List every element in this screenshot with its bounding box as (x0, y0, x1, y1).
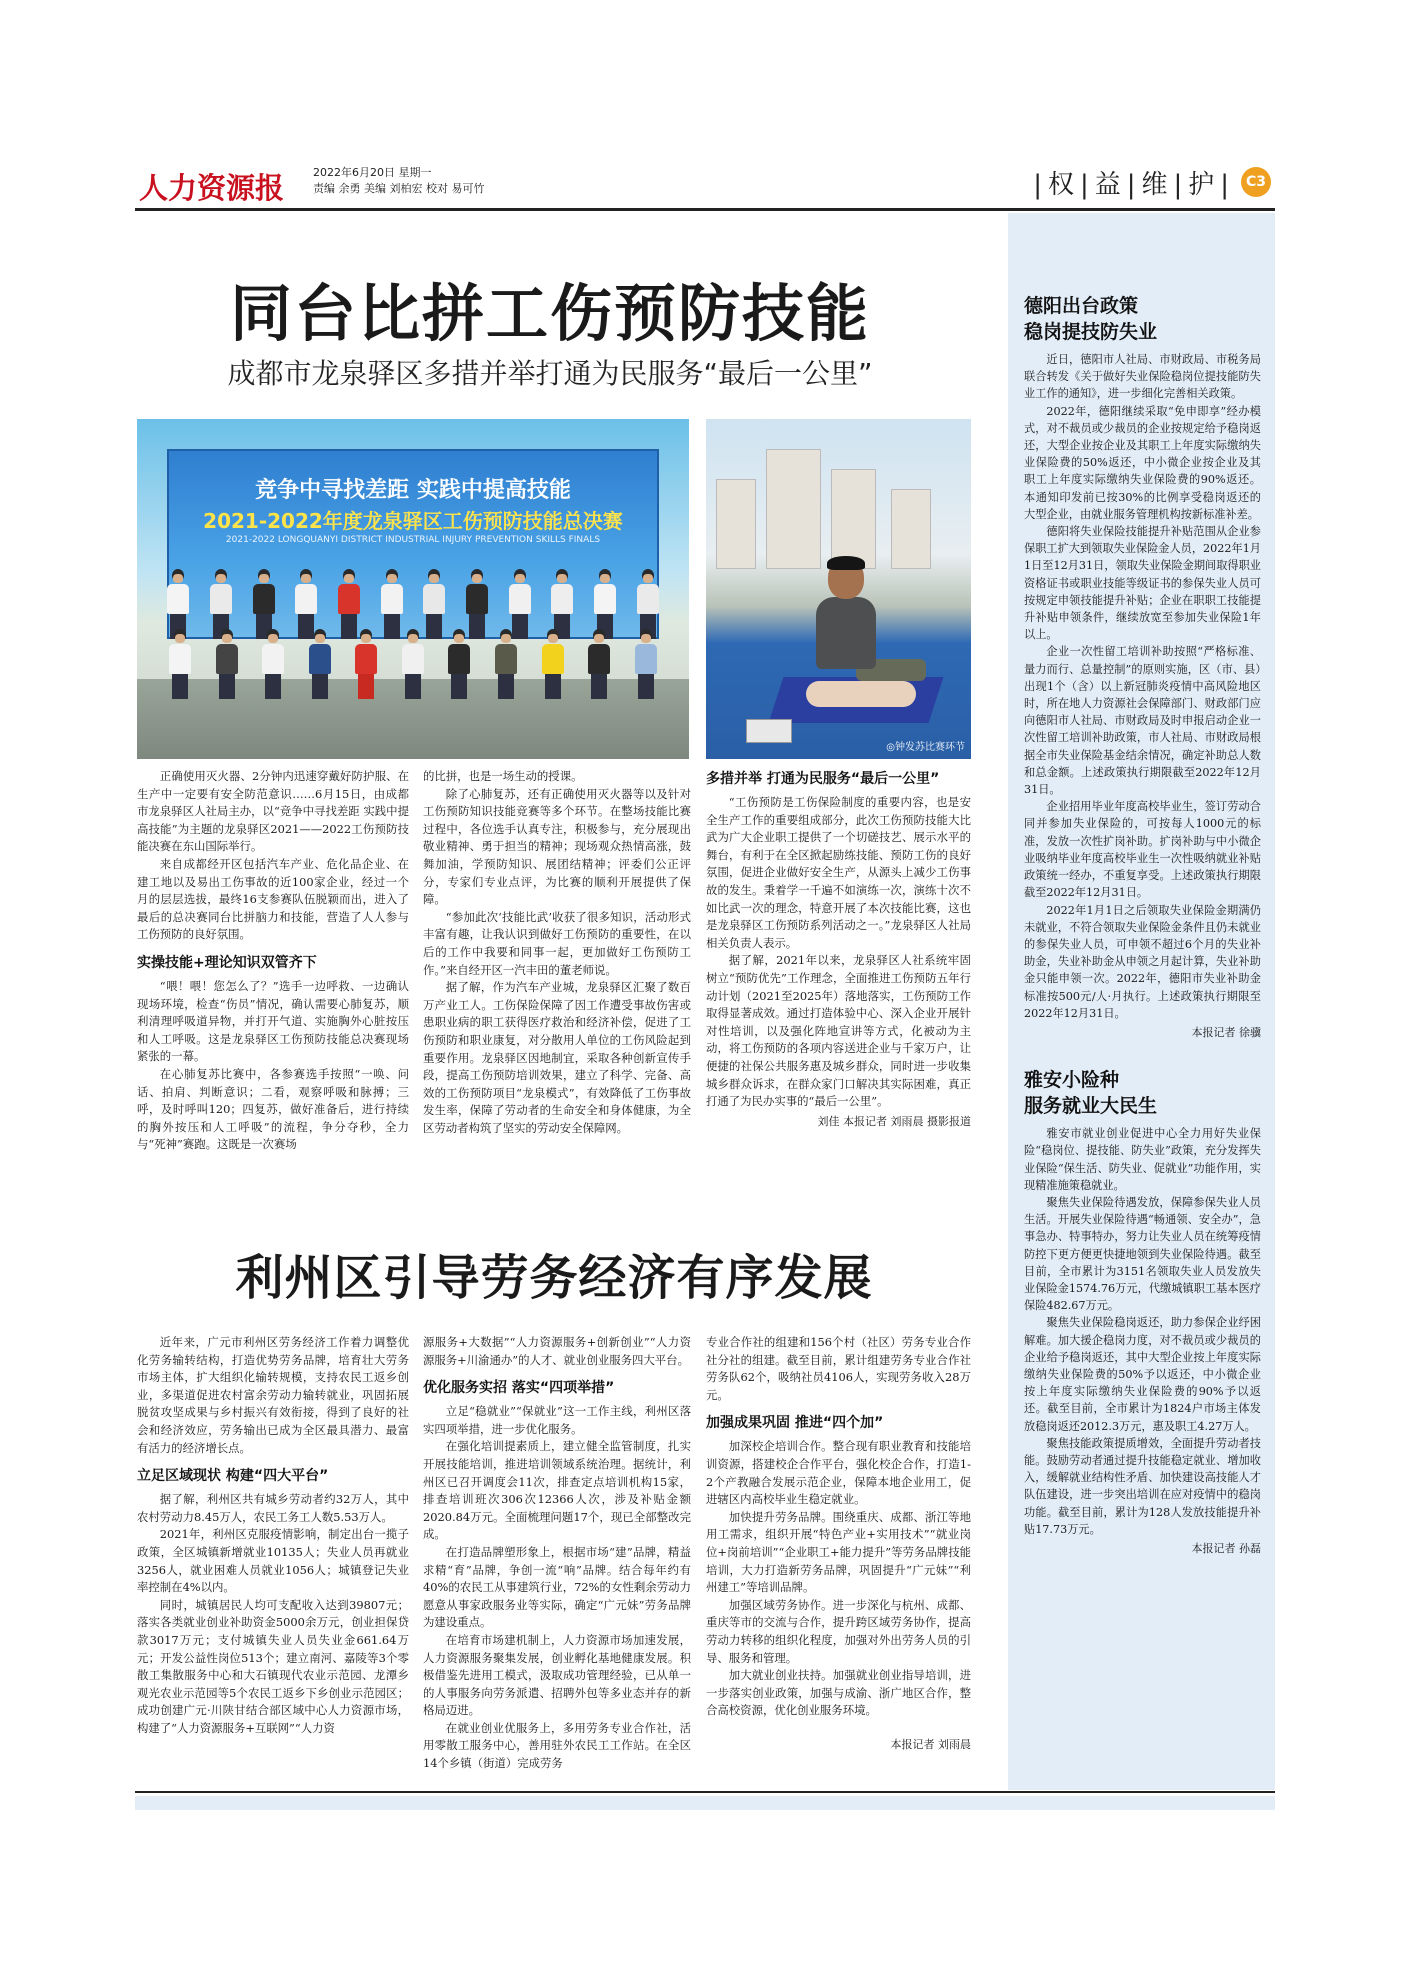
paragraph: 近日，德阳市人社局、市财政局、市税务局联合转发《关于做好失业保险稳岗位提技能防失业工作的通知》，进一步细化完善相关政策。 (1024, 353, 1261, 401)
article1-headline: 同台比拼工伤预防技能 (229, 277, 870, 350)
paragraph: 加大就业创业扶持。加强就业创业指导培训，进一步落实创业政策，加强与成渝、浙广地区合作，整合高校资源，优化创业服务环境。 (706, 1668, 971, 1718)
paragraph: 专业合作社的组建和156个村（社区）劳务专业合作社分社的组建。截至目前，累计组建劳务专业合作社劳务队62个，吸纳社员4106人，实现劳务收入28万元。 (706, 1335, 971, 1402)
paragraph: 加快提升劳务品牌。围绕重庆、成都、浙江等地用工需求，组织开展“特色产业+实用技术”“就业岗位+岗前培训”“企业职工+能力提升”等劳务品牌技能培训，大力打造新劳务品牌，巩固提升“广元妹”“利州建工”等培训品牌。 (706, 1509, 971, 1595)
subhead-four-adds: 加强成果巩固 推进“四个加” (706, 1415, 884, 1432)
paragraph: “喂！喂！您怎么了？”选手一边呼救、一边确认现场环境，检查“伤员”情况，确认需要心肺复苏，顺利清理呼吸道异物，并打开气道、实施胸外心脏按压和人工呼吸。这是龙泉驿区工伤预防技能总决赛现场紧张的一幕。 (137, 978, 409, 1064)
paragraph: 据了解，作为汽车产业城，龙泉驿区汇聚了数百万产业工人。工伤保险保障了因工作遭受事故伤害或患职业病的职工获得医疗救治和经济补偿，促进了工伤预防和职业康复，对分散用人单位的工伤风险起到重要作用。龙泉驿区因地制宜，采取各种创新宣传手段，提高工伤预防培训效果，建立了科学、完备、高效的工伤预防项目“龙泉模式”，有效降低了工伤事故发生率，保障了劳动者的生命安全和身体健康，为全区劳动者构筑了坚实的劳动安全保障网。 (423, 980, 691, 1135)
sidebar-story1-byline: 本报记者 徐骥 (1191, 1025, 1261, 1039)
contestant-hair (827, 556, 865, 570)
paragraph: 据了解，2021年以来，龙泉驿区人社系统牢固树立“预防优先”工作理念，全面推进工伤预防五年行动计划（2021至2025年）落地落实，工伤预防工作取得显著成效。通过打造体验中心、深入企业开展针对性培训，以及强化阵地宣讲等方式，化被动为主动，将工伤预防的各项内容送进企业与千家万户，让便捷的社保公共服务惠及城乡群众，同时进一步收集城乡群众诉求，在群众家门口解决其实际困难，真正打通了为民办实事的“最后一公里”。 (706, 953, 971, 1109)
staff-credits: 责编 余勇 美编 刘柏宏 校对 易可竹 (313, 182, 485, 195)
paragraph: 来自成都经开区包括汽车产业、危化品企业、在建工地以及易出工伤事故的近100家企业，经过一个月的层层选拔，最终16支参赛队伍脱颖而出，进入了最后的总决赛同台比拼脑力和技能，营造了人人参与工伤预防的良好氛围。 (137, 856, 409, 942)
paragraph: 聚焦失业保险待遇发放，保障参保失业人员生活。开展失业保险待遇“畅通领、安全办”，急事急办、特事特办，努力让失业人员在统筹疫情防控下更方便更快捷地领到失业保险待遇。截至目前，全市累计为3151名领取失业人员发放失业保险金1574.76万元，代缴城镇职工基本医疗保险482.67万元。 (1024, 1195, 1261, 1313)
paragraph: 立足“稳就业”“保就业”这一工作主线，利州区落实四项举措，进一步优化服务。 (423, 1404, 691, 1436)
article1-subheadline: 成都市龙泉驿区多措并举打通为民服务“最后一公里” (227, 357, 873, 390)
news-sidebar (1008, 213, 1275, 1790)
people-front-row (157, 629, 669, 699)
building (831, 469, 876, 569)
issue-date: 2022年6月20日 星期一 (313, 166, 432, 179)
paragraph: 加强区域劳务协作。进一步深化与杭州、成都、重庆等市的交流与合作，提升跨区域劳务协作，提高劳动力转移的组织化程度，加强对外出劳务人员的引导、服务和管理。 (706, 1597, 971, 1665)
paragraph: 企业一次性留工培训补助按照“严格标准、量力而行、总量控制”的原则实施，区（市、县）出现1个（含）以上新冠肺炎疫情中高风险地区时，所在地人力资源社会保障部门、财政部门应向德阳市人社局、市财政局及时申报启动企业一次性留工培训补助政策，市人社局、市财政局根据全市失业保险基金结余情况，确定补助总人数和总金额。上述政策执行期限截至2022年12月31日。 (1024, 645, 1261, 797)
paragraph: 除了心肺复苏，还有正确使用灭火器等以及针对工伤预防知识技能竞赛等多个环节。在整场技能比赛过程中，各位选手认真专注，积极参与，充分展现出敬业精神、勇于担当的精神；现场观众热情高涨，鼓舞加油，学预防知识、展团结精神；评委们公正评分，专家们专业点评，为比赛的顺利开展提供了保障。 (423, 786, 691, 907)
article1-byline: 刘佳 本报记者 刘雨晨 摄影报道 (817, 1114, 971, 1128)
paragraph: 正确使用灭火器、2分钟内迅速穿戴好防护服、在生产中一定要有安全防范意识……6月15日，由成都市龙泉驿区人社局主办，以“竞争中寻找差距 实践中提高技能”为主题的龙泉驿区2021——2022工伤预防技能决赛在东山国际举行。 (137, 769, 409, 854)
paragraph: “工伤预防是工伤保险制度的重要内容，也是安全生产工作的重要组成部分，此次工伤预防技能大比武为广大企业职工提供了一个切磋技艺、展示水平的舞台，有利于在全区掀起励练技能、预防工伤的良好氛围，促进企业做好安全生产，从源头上减少工伤事故的发生。秉着学一千遍不如演练一次，演练十次不如比武一次的理念，特意开展了本次技能比赛，这也是龙泉驿区工伤预防系列活动之一。”龙泉驿区人社局相关负责人表示。 (706, 795, 971, 950)
subhead-four-measures: 优化服务实招 落实“四项举措” (423, 1380, 615, 1397)
paragraph: 德阳将失业保险技能提升补贴范围从企业参保职工扩大到领取失业保险金人员，2022年1月1日至12月31日，领取失业保险金期间取得职业资格证书或职业技能等级证书的参保失业人员可按规定申领技能提升补贴；企业在职职工技能提升补贴申领条件，继续放宽至参加失业保险1年以上。 (1024, 525, 1261, 642)
building (891, 489, 931, 569)
sidebar-story2-title-line1: 雅安小险种 (1024, 1069, 1120, 1092)
article2-column-3 (706, 1334, 971, 1753)
page-number-badge: C3 (1241, 167, 1271, 197)
article2-byline: 本报记者 刘雨晨 (890, 1737, 971, 1751)
subhead-four-platforms: 立足区域现状 构建“四大平台” (137, 1468, 329, 1485)
top-rule (135, 208, 1275, 211)
paragraph: 2022年，德阳继续采取“免申即享”经办模式，对不裁员或少裁员的企业按规定给予稳岗返还，大型企业按企业及其职工上年度实际缴纳失业保险费的50%返还，中小微企业按企业及其职工上年度实际缴纳失业保险费的90%返还。本通知印发前已按30%的比例享受稳岗返还的大型企业，由就业服务管理机构按新标准补差。 (1024, 404, 1261, 521)
paragraph: 加深校企培训合作。整合现有职业教育和技能培训资源，搭建校企合作平台，强化校企合作，打造1-2个产教融合发展示范企业，保障本地企业用工，促进辖区内高校毕业生稳定就业。 (706, 1439, 971, 1507)
sidebar-story2-body (1024, 1125, 1261, 1557)
paragraph: 在打造品牌塑形象上，根据市场“建”品牌，精益求精“育”品牌，争创一流“响”品牌。结合每年约有40%的农民工从事建筑行业，72%的女性剩余劳动力愿意从事家政服务业等实际，确定“广元妹”劳务品牌为建设重点。 (423, 1544, 691, 1630)
photo-watermark: ◎钟发苏比赛环节 (886, 742, 965, 753)
paragraph: 聚焦失业保险稳岗返还，助力参保企业纾困解难。加大援企稳岗力度，对不裁员或少裁员的企业给予稳岗返还，其中大型企业按上年度实际缴纳失业保险费的50%予以返还，中小微企业按上年度实际缴纳失业保险费的90%予以返还。截至目前，全市累计为1824户市场主体发放稳岗返还2012.3万元，惠及职工4.27万人。 (1024, 1316, 1261, 1433)
article2-column-2 (423, 1334, 691, 1773)
paragraph: “参加此次‘技能比武’收获了很多知识，活动形式丰富有趣，让我认识到做好工伤预防的重要性，在以后的工作中我要和同事一起，更加做好工伤预防工作。”来自经开区一汽丰田的董老师说。 (423, 909, 691, 977)
article1-column-2 (423, 768, 691, 1137)
sidebar-story1-body (1024, 351, 1261, 1041)
paragraph: 在强化培训提素质上，建立健全监管制度，扎实开展技能培训，推进培训领域系统治理。据统计，利州区已召开调度会11次，排查定点培训机构15家，排查培训班次306次12366人次，涉及补贴金额2020.84万元。全面梳理问题17个，现已全部整改完成。 (423, 1439, 691, 1542)
paragraph: 聚焦技能政策提质增效，全面提升劳动者技能。鼓励劳动者通过提升技能稳定就业、增加收入，缓解就业结构性矛盾、加快建设高技能人才队伍建设，进一步突出培训在应对疫情中的稳岗功能。截至目前，累计为128人发放技能提升补贴17.73万元。 (1024, 1436, 1261, 1536)
masthead (135, 152, 1275, 212)
paragraph: 2022年1月1日之后领取失业保险金期满仍未就业，不符合领取失业保险金条件且仍未就业的参保失业人员，可申领不超过6个月的失业补助金，失业补助金从申领之月起计算，失业补助金只能申领一次。2022年，德阳市失业补助金标准按500元/人·月执行。上述政策执行期限至2022年12月31日。 (1024, 903, 1261, 1020)
sidebar-story2-byline: 本报记者 孙磊 (1191, 1542, 1261, 1555)
cpr-dummy (806, 681, 916, 707)
paragraph: 据了解，利州区共有城乡劳动者约32万人，其中农村劳动力8.45万人，农民工务工人数5.53万人。 (137, 1492, 409, 1524)
paragraph: 近年来，广元市利州区劳务经济工作着力调整优化劳务输转结构，打造优势劳务品牌，培育壮大劳务市场主体，扩大组织化输转规模，支持农民工返乡创业，多渠道促进农村富余劳动力输转就业，巩固拓展脱贫攻坚成果与乡村振兴有效衔接，得到了良好的社会和经济效应，劳务输出已成为全区最具潜力、最富有活力的经济增长点。 (137, 1335, 409, 1455)
paragraph: 在培育市场建机制上，人力资源市场加速发展，人力资源服务聚集发展，创业孵化基地健康发展。积极借鉴先进用工模式，汲取成功管理经验，已从单一的人事服务向劳务派遣、招聘外包等多业态并存的新格局迈进。 (423, 1632, 691, 1718)
aed-device (746, 719, 792, 743)
sidebar-story1-title-line2: 稳岗提技防失业 (1024, 321, 1158, 343)
paragraph: 在心肺复苏比赛中，各参赛选手按照“一唤、问话、拍肩、判断意识；二看，观察呼吸和脉搏；三呼，及时呼叫120；四复苏，做好准备后，进行持续的胸外按压和人工呼吸”的流程，争分夺秒，全力与“死神”赛跑。这既是一次赛场 (137, 1066, 409, 1152)
paragraph: 雅安市就业创业促进中心全力用好失业保险“稳岗位、提技能、防失业”政策，充分发挥失业保险“保生活、防失业、促就业”功能作用，实现精准施策稳就业。 (1024, 1127, 1261, 1192)
sidebar-story1-title-line1: 德阳出台政策 (1024, 295, 1139, 317)
paragraph: 在就业创业优服务上，多用劳务专业合作社，活用零散工服务中心，善用驻外农民工工作站。在全区14个乡镇（街道）完成劳务 (423, 1720, 691, 1771)
banner-slogan: 竞争中寻找差距 实践中提高技能 (255, 478, 571, 503)
article2-column-1 (137, 1334, 409, 1737)
banner-title: 2021-2022年度龙泉驿区工伤预防技能总决赛 (203, 509, 623, 533)
article2-headline: 利州区引导劳务经济有序发展 (235, 1250, 873, 1306)
bottom-rule (135, 1791, 1275, 1793)
subhead-last-mile: 多措并举 打通为民服务“最后一公里” (706, 771, 940, 787)
paragraph: 同时，城镇居民人均可支配收入达到39807元；落实各类就业创业补助资金5000余万元，创业担保贷款3017万元；支付城镇失业人员失业金661.64万元；开发公益性岗位513个；建立南河、嘉陵等3个零散工集散服务中心和大石镇现代农业示范园、龙潭乡观光农业示范园等5个农民工返乡下乡创业示范园区；成功创建广元·川陕甘结合部区域中心人力资源市场，构建了“人力资源服务+互联网”“人力资 (137, 1597, 409, 1735)
newspaper-logo: 人力资源报 (139, 171, 285, 205)
group-photo (137, 419, 689, 759)
bottom-band (135, 1796, 1275, 1810)
paragraph: 2021年，利州区克服疫情影响，制定出台一揽子政策，全区城镇新增就业10135人；失业人员再就业3256人，就业困难人员就业1056人；城镇登记失业率控制在4%以内。 (137, 1527, 409, 1595)
article1-column-3 (706, 768, 971, 1130)
building (716, 479, 756, 569)
subhead-skills: 实操技能+理论知识双管齐下 (137, 954, 317, 971)
contestant-body (816, 597, 876, 669)
paragraph: 的比拼，也是一场生动的授课。 (423, 769, 583, 783)
banner-english: 2021-2022 LONGQUANYI DISTRICT INDUSTRIAL INJURY PREVENTION SKILLS FINALS (225, 535, 601, 545)
issue-meta (313, 165, 484, 197)
paragraph: 源服务+大数据”“人力资源服务+创新创业”“人力资源服务+川渝通办”的人才、就业创业服务四大平台。 (423, 1335, 691, 1367)
section-title: |权|益|维|护| (1033, 170, 1235, 200)
cpr-photo (706, 419, 971, 759)
sidebar-story2-title-line2: 服务就业大民生 (1024, 1095, 1158, 1118)
paragraph: 企业招用毕业年度高校毕业生，签订劳动合同并参加失业保险的，可按每人1000元的标准，发放一次性扩岗补助。扩岗补助与中小微企业吸纳毕业年度高校毕业生一次性吸纳就业补贴政策统一经办，不重复享受。上述政策执行期限截至2022年12月31日。 (1024, 800, 1261, 900)
article1-column-1 (137, 768, 409, 1154)
building (766, 449, 821, 569)
